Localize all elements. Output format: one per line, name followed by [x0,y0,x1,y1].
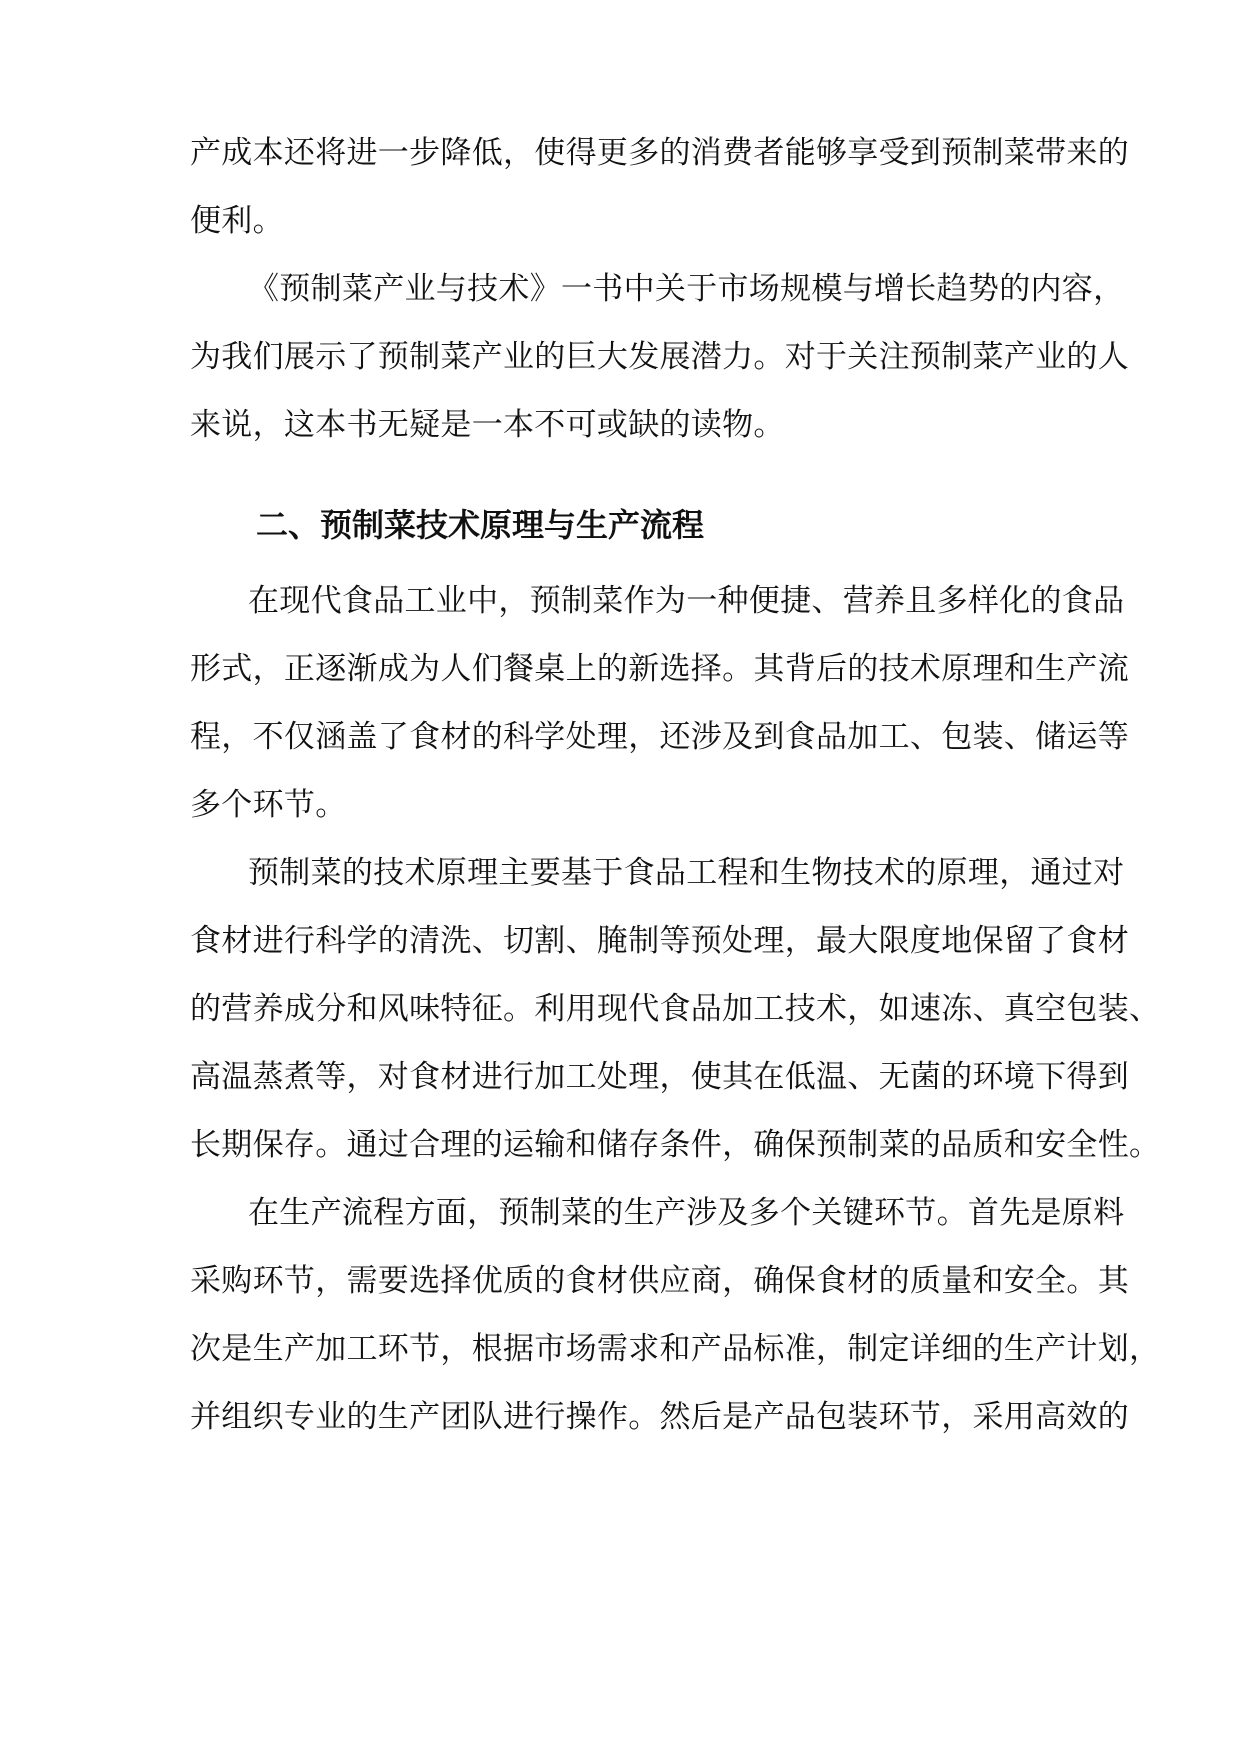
paragraph-line: 高温蒸煮等，对食材进行加工处理，使其在低温、无菌的环境下得到 [190,1059,1129,1095]
paragraph-line: 多个环节。 [190,787,347,823]
paragraph-line: 食材进行科学的清洗、切割、腌制等预处理，最大限度地保留了食材 [190,923,1129,959]
paragraph-line: 为我们展示了预制菜产业的巨大发展潜力。对于关注预制菜产业的人 [190,339,1129,375]
paragraph-line: 在生产流程方面，预制菜的生产涉及多个关键环节。首先是原料 [248,1195,1125,1231]
paragraph-line: 次是生产加工环节，根据市场需求和产品标准，制定详细的生产计划， [190,1331,1161,1367]
paragraph-line: 来说，这本书无疑是一本不可或缺的读物。 [190,407,785,443]
paragraph-line: 采购环节，需要选择优质的食材供应商，确保食材的质量和安全。其 [190,1263,1129,1299]
paragraph-line: 《预制菜产业与技术》一书中关于市场规模与增长趋势的内容， [248,271,1125,307]
paragraph-line: 并组织专业的生产团队进行操作。然后是产品包装环节，采用高效的 [190,1399,1129,1435]
paragraph-line: 形式，正逐渐成为人们餐桌上的新选择。其背后的技术原理和生产流 [190,651,1129,687]
section-heading: 二、预制菜技术原理与生产流程 [256,506,705,544]
paragraph-line: 预制菜的技术原理主要基于食品工程和生物技术的原理，通过对 [248,855,1125,891]
paragraph-line: 便利。 [190,203,284,239]
paragraph-line: 的营养成分和风味特征。利用现代食品加工技术，如速冻、真空包装、 [190,991,1161,1027]
paragraph-line: 程，不仅涵盖了食材的科学处理，还涉及到食品加工、包装、储运等 [190,719,1129,755]
paragraph-line: 长期保存。通过合理的运输和储存条件，确保预制菜的品质和安全性。 [190,1127,1161,1163]
paragraph-line: 在现代食品工业中，预制菜作为一种便捷、营养且多样化的食品 [248,583,1125,619]
paragraph-line: 产成本还将进一步降低，使得更多的消费者能够享受到预制菜带来的 [190,135,1129,171]
